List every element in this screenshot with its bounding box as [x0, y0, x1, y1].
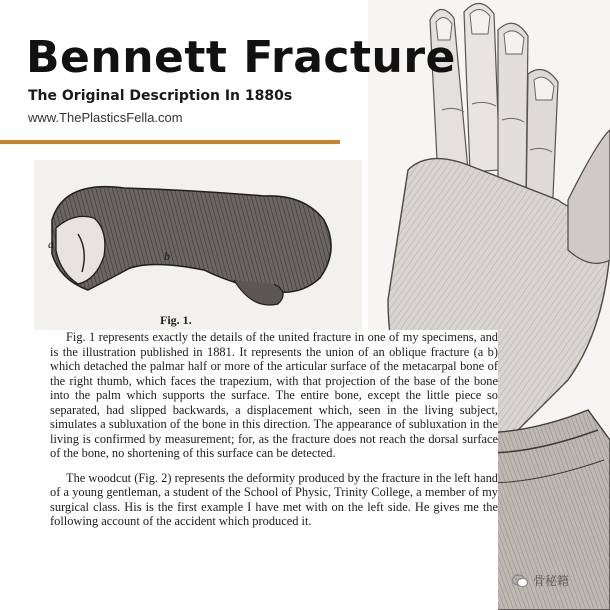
watermark	[512, 572, 569, 589]
paragraph-fig1: Fig. 1 represents exactly the details of the united fracture in one of my specimens, and is the illustration published in 1881. It represents the union of an oblique fracture (a b) which detached the palmar half or more of the articular surface of the metacarpal bone of the right thumb, which faces the trapezium, with that projection of the base of the bone into the palm which supports the surface. The entire bone, except the little piece so separated, had slipped backwards, a displacement which, seen in the living subject, simulates a subluxation of the bone in this direction. The appearance of subluxation in the living is confirmed by measurement; for, as the fracture does not reach the dorsal surface of the bone, no shortening of this surface can be detected.	[50, 330, 498, 460]
page-subtitle: The Original Description In 1880s	[28, 88, 293, 104]
fracture-figure	[34, 160, 362, 330]
paragraph-fig2: The woodcut (Fig. 2) represents the deformity produced by the fracture in the left hand of a young gentleman, a student of the School of Physic, Trinity College, a member of my surgical class. His is the first example I have met with on the left side. He gives me the following account of the accident which produced it.	[50, 470, 498, 528]
accent-divider	[0, 140, 340, 144]
watermark-text: 骨秘籍	[533, 574, 570, 588]
label-b: b	[164, 249, 170, 263]
original-description-text	[50, 330, 498, 610]
page-title: Bennett Fracture	[26, 32, 456, 83]
metacarpal-bone-drawing	[34, 160, 362, 330]
figure-caption: Fig. 1.	[160, 313, 192, 327]
label-a: a	[48, 237, 54, 251]
website-link[interactable]: www.ThePlasticsFella.com	[28, 110, 183, 125]
wechat-icon	[512, 574, 528, 588]
